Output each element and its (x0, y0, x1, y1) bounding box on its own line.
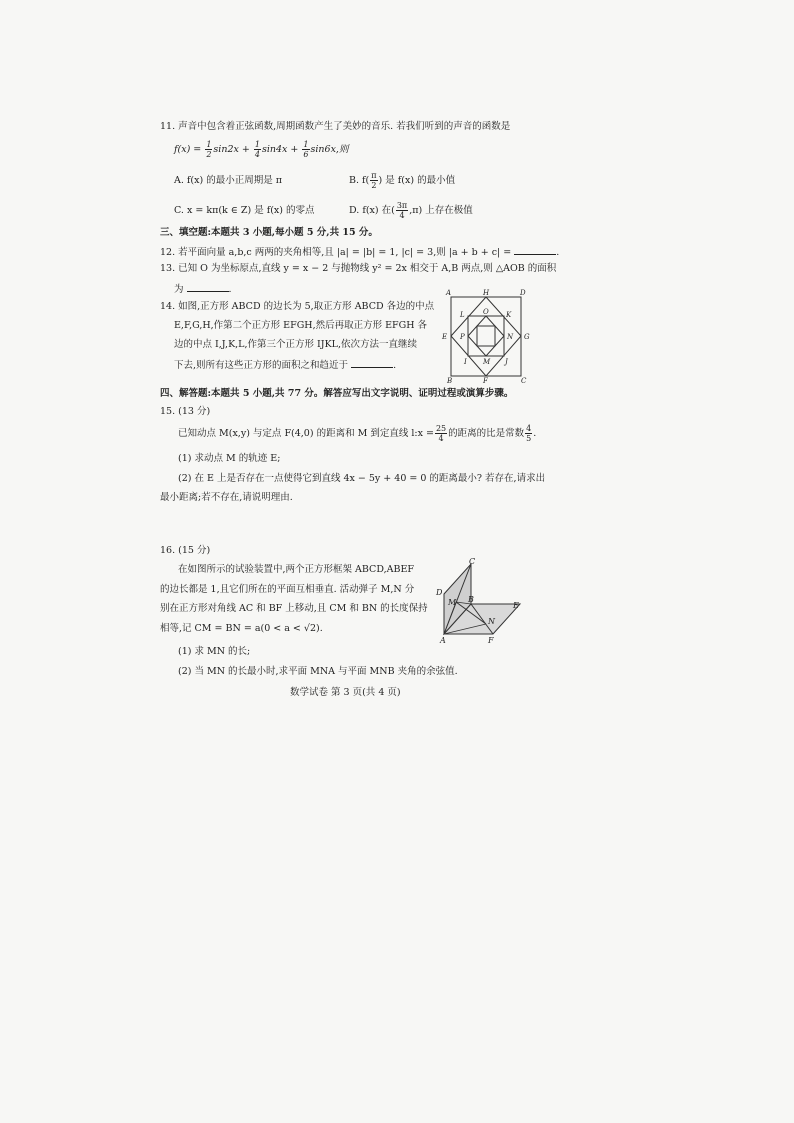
q16-header: 16. (15 分) (160, 545, 211, 556)
label-b: B (447, 377, 453, 384)
label-m: M (483, 358, 491, 366)
q13-answer-blank[interactable] (187, 282, 229, 292)
q11-option-b: B. f( $\frac{\pi}{2}$ ) 是 f(x) 的最小值 (349, 171, 456, 190)
square-ijkl (468, 316, 504, 356)
q14-line-4: 下去,则所有这些正方形的面积之和趋近于 . (174, 360, 397, 371)
label-n: N (507, 333, 514, 341)
q16-line-3: 别在正方形对角线 AC 和 BF 上移动,且 CM 和 BN 的长度保持 (160, 603, 428, 614)
q11-term-1: sin2x + (213, 144, 250, 155)
label-e: E (442, 333, 448, 341)
q11-formula (174, 139, 348, 161)
q14-line-3: 边的中点 I,J,K,L,作第三个正方形 IJKL,依次方法一直继续 (174, 339, 418, 350)
q15-part-2-line-1: (2) 在 E 上是否存在一点使得它到直线 4x − 5y + 40 = 0 的距离最小? 若存在,请求出 (178, 473, 546, 484)
q14-nested-squares-figure (440, 288, 532, 384)
q11-frac-1: $\frac{1}{2}$ (206, 140, 212, 159)
label-n: N (488, 617, 495, 626)
q15-part-1: (1) 求动点 M 的轨迹 E; (178, 453, 281, 464)
section-4-heading: 四、解答题:本题共 5 小题,共 77 分。解答应写出文字说明、证明过程或演算步骤。 (160, 388, 514, 399)
q11-option-c: C. x = kπ(k ∈ Z) 是 f(x) 的零点 (174, 205, 315, 216)
q14-line-2: E,F,G,H,作第二个正方形 EFGH,然后再取正方形 EFGH 各 (174, 320, 428, 331)
label-k: K (506, 311, 512, 319)
q16-line-1: 在如图所示的试验装置中,两个正方形框架 ABCD,ABEF (178, 564, 414, 575)
label-c: C (521, 377, 527, 384)
q11-term-3: sin6x,则 (310, 144, 349, 155)
q12-answer-blank[interactable] (514, 245, 556, 255)
q13-line-2: 为 . (174, 284, 232, 295)
square-inner (477, 326, 495, 346)
label-l: L (460, 311, 465, 319)
q11-formula-lhs: f(x) = (174, 144, 202, 155)
q14-answer-blank[interactable] (351, 358, 393, 368)
q11-option-d: D. f(x) 在( $\frac{3\pi}{4}$ ,π) 上存在极值 (349, 201, 473, 220)
q11-frac-3: $\frac{1}{6}$ (303, 140, 309, 159)
q16-line-4: 相等,记 CM = BN = a(0 < a < √2). (160, 623, 323, 634)
label-m: M (448, 598, 457, 607)
label-i: I (464, 358, 467, 366)
q11-stem: 11. 声音中包含着正弦函数,周期函数产生了美妙的音乐. 若我们听到的声音的函数是 (160, 121, 511, 132)
label-a: A (440, 636, 446, 644)
label-d: D (436, 588, 443, 597)
square-mnop (468, 316, 504, 356)
label-d: D (520, 289, 526, 297)
q15-stem: 已知动点 M(x,y) 与定点 F(4,0) 的距离和 M 到定直线 l:x = $\frac{25}{4}$ 的距离的比是常数 $\frac{4}{5}$ . (178, 424, 537, 443)
q15-header: 15. (13 分) (160, 406, 211, 417)
q15-part-2-line-2: 最小距离;若不存在,请说明理由. (160, 492, 293, 503)
q16-line-2: 的边长都是 1,且它们所在的平面互相垂直. 活动弹子 M,N 分 (160, 584, 415, 595)
label-g: G (524, 333, 530, 341)
q12: 12. 若平面向量 a,b,c 两两的夹角相等,且 |a| = |b| = 1, |c| = 3,则 |a + b + c| = . (160, 247, 560, 258)
q16-part-2: (2) 当 MN 的长最小时,求平面 MNA 与平面 MNB 夹角的余弦值. (178, 666, 458, 677)
label-o: O (483, 308, 489, 316)
page-footer: 数学试卷 第 3 页(共 4 页) (290, 687, 401, 698)
section-3-heading: 三、填空题:本题共 3 小题,每小题 5 分,共 15 分。 (160, 227, 378, 238)
q14-line-1: 14. 如图,正方形 ABCD 的边长为 5,取正方形 ABCD 各边的中点 (160, 301, 435, 312)
label-f: F (483, 377, 488, 384)
label-e: E (513, 601, 519, 610)
label-c: C (469, 558, 476, 566)
label-f: F (488, 636, 494, 644)
q16-perpendicular-squares-figure (434, 558, 526, 644)
label-a: A (446, 289, 452, 297)
label-h: H (483, 289, 490, 297)
q11-frac-2: $\frac{1}{4}$ (254, 140, 260, 159)
q16-part-1: (1) 求 MN 的长; (178, 646, 251, 657)
q11-term-2: sin4x + (261, 144, 299, 155)
q13-line-1: 13. 已知 O 为坐标原点,直线 y = x − 2 与抛物线 y² = 2x 相交于 A,B 两点,则 △AOB 的面积 (160, 263, 557, 274)
label-j: J (505, 358, 508, 366)
label-p: P (460, 333, 465, 341)
q11-option-a: A. f(x) 的最小正周期是 π (174, 175, 282, 186)
label-b: B (468, 595, 474, 604)
